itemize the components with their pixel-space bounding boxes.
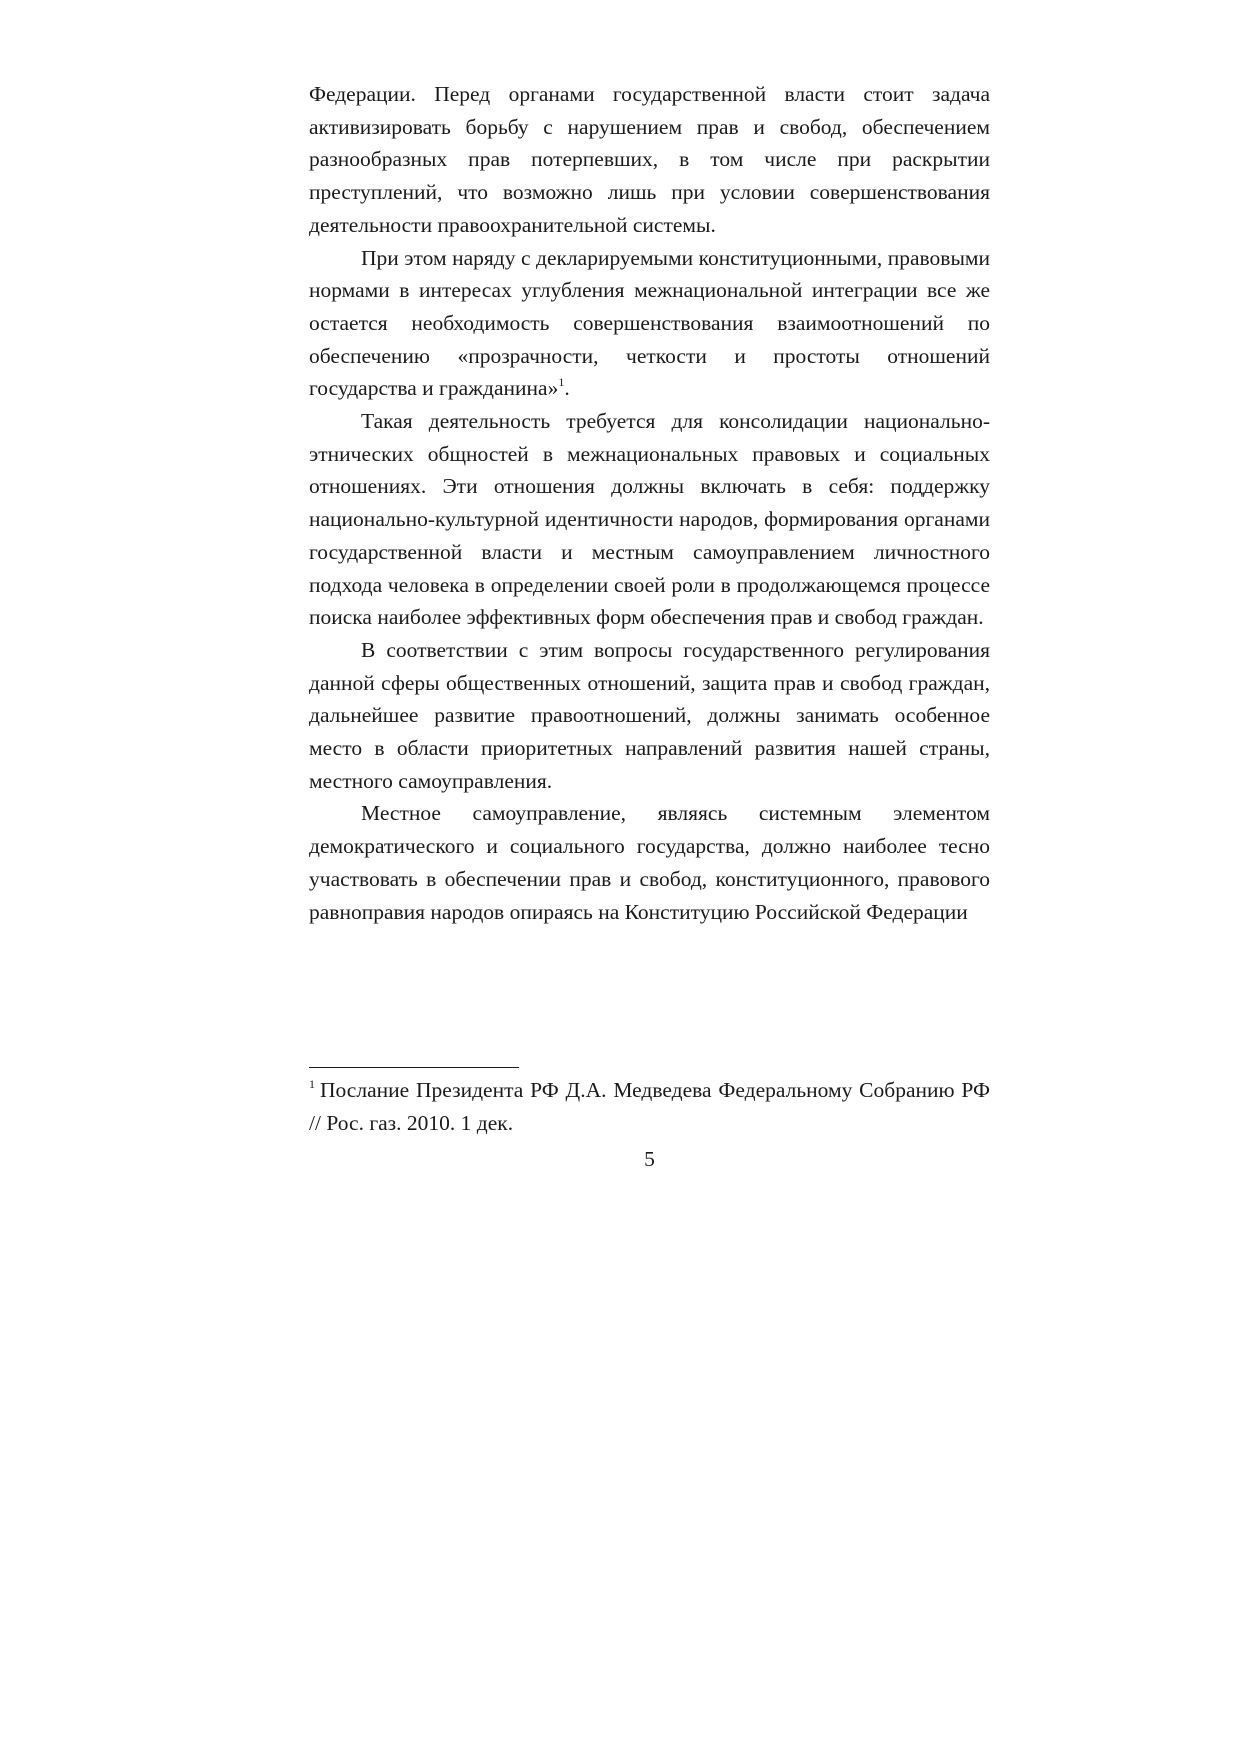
footnote-number: 1 [309,1077,315,1091]
paragraph-2-end: . [564,376,570,401]
footnote-text: Послание Президента РФ Д.А. Медведева Федеральному Собранию РФ // Рос. газ. 2010. 1 дек. [309,1078,990,1135]
paragraph-5: Местное самоуправление, являясь системным элементом демократического и социального государства, должно наиболее тесно участвовать в обеспечении прав и свобод, конституционного, правового равноправия народов опираясь на Конституцию Российской Федерации [309,801,990,924]
paragraph-2 [309,242,990,406]
paragraph-2-text: При этом наряду с декларируемыми конституционными, правовыми нормами в интересах углубления межнациональной интеграции все же остается необходимость совершенствования взаимоотношений по обеспечению «прозрачности, четкости и простоты отношений государства и гражданина» [309,245,990,401]
footnote-separator [309,1067,519,1068]
paragraph-4: В соответствии с этим вопросы государственного регулирования данной сферы общественных отношений, защита прав и свобод граждан, дальнейшее развитие правоотношений, должны занимать особенное место в области приоритетных направлений развития нашей страны, местного самоуправления. [309,637,990,793]
footnote [309,1074,990,1139]
main-text [309,78,990,928]
paragraph-3: Такая деятельность требуется для консолидации национально-этнических общностей в межнациональных правовых и социальных отношениях. Эти отношения должны включать в себя: поддержку национально-культурной идентичности народов, формирования органами государственной власти и местным самоуправлением личностного подхода человека в определении своей роли в продолжающемся процессе поиска наиболее эффективных форм обеспечения прав и свобод граждан. [309,409,990,630]
footnote-reference: 1 [558,375,565,390]
page-number: 5 [644,1147,655,1171]
paragraph-continuation: Федерации. Перед органами государственной власти стоит задача активизировать борьбу с нарушением прав и свобод, обеспечением разнообразных прав потерпевших, в том числе при раскрытии преступлений, что возможно лишь при условии совершенствования деятельности правоохранительной системы. [309,82,990,237]
